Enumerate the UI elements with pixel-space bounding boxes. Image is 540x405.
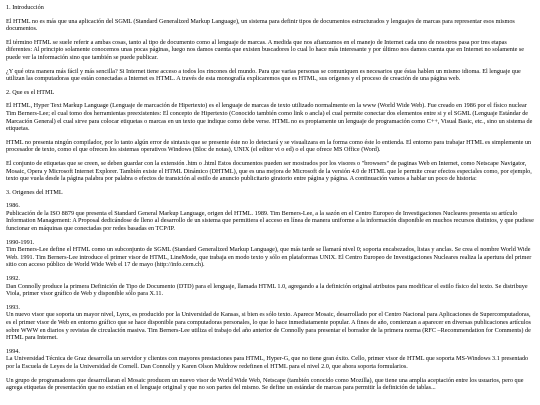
section-heading-introduccion: 1. Introducción [6, 4, 44, 11]
paragraph: El HTML, Hyper Text Markup Language (Lenguaje de marcación de Hipertexto) es el lenguaje de marcas de texto utilizado normalmente en la www (World Wide Web). Fue creado en 1986 por el físico nuclear Tim Berners-Lee; el cual tomo dos herramientas preexistentes: El concepto de Hipertexto (Conocido también como link o ancla) el cual permite conectar dos elementos entre si y el SGML (Lenguaje Estándar de Marcación General) el cual sirve para colocar etiquetas o marcas en un texto que indique como debe verse. HTML no es propiamente un lenguaje de programación como C++, Visual Basic, etc., sino un sistema de etiquetas. [6, 102, 533, 133]
paragraph-netscape: Un grupo de programadores que desarrollaran el Mosaic producen un nuevo visor de World Wide Web, Netscape (también conocido como Mozilla), que tiene una amplia aceptación entre los usuarios, pero que agrega etiquetas de presentación que no existían en el lenguaje original y que no son partes del mismo. Se define un estándar de marcas para permitir la definición de tablas... [6, 376, 524, 392]
paragraph: HTML no presenta ningún compilador, por lo tanto algún error de sintaxis que se presente éste no lo detectará y se visualizara en la forma como éste lo entienda. El entorno para trabajar HTML es simplemente un procesador de texto, como el que ofrecen los sistemas operativos Windows (Bloc de notas), UNIX (el editor vi o ed) o el que ofrece MS Office (Word). [6, 138, 532, 154]
section-heading-origenes: 3. Origenes del HTML [6, 188, 63, 196]
paragraph: El término HTML se suele referir a ambas cosas, tanto al tipo de documento como al lenguaje de marcas. A medida que nos afianzamos en el manejo de Internet cada uno de nosotros pasa por tres etapas diferentes: Al principio solamente conocemos unas pocas páginas, luego nos damos cuenta que existen buscadores lo cual lo hace más interesante y por último nos damos cuenta que en Internet no solamente se puede ver la información sino que también se puede publicar. [6, 38, 525, 61]
paragraph: ¿Y qué otra manera más fácil y más sencilla? Si Internet tiene acceso a todos los rincones del mundo. Para que varias personas se comuniquen es necesarios que éstas hablen un mismo idioma. El lenguaje que utilizan las computadoras que están conectadas a Internet es HTML. A través de esta monografía explicaremos que es HTML, sus orígenes y el proceso de creación de una página web. [6, 67, 521, 83]
paragraph-1986: 1986. Publicación de la ISO 8879 que presenta el Standard General Markup Language, origen del HTML. 1989. Tim Berners-Lee, a la sazón en el Centro Europeo de Investigaciones Nucleares presenta su artículo Information Management: A Proposal dedicándose de lleno al desarrollo de un sistema que permitiera el acceso en línea de manera uniforme a la información disponible en muchos recursos distintos, y que pudiese funcionar en máquinas que conectadas por redes basadas en TCP/IP. [6, 202, 534, 233]
paragraph: El conjunto de etiquetas que se creen, se deben guardar con la extensión .htm o .html Estos documentos pueden ser mostrados por los visores o "browsers" de paginas Web en Internet, como Netscape Navigator, Mosaic, Opera y Microsoft Internet Explorer. También existe el HTML Dinámico (DHTML), que es una mejora de Microsoft de la versión 4.0 de HTML que le permite crear efectos especiales como, por ejemplo, texto que vuela desde la página palabra por palabra o efectos de transición al estilo de anuncio publicitario giratorio entre página y página. A continuación vamos a hablar un poco de historia: [6, 159, 532, 183]
paragraph-1992: 1992. Dan Connolly produce la primera Definición de Tipo de Documento (DTD) para el lenguaje, llamada HTML 1.0, agregando a la definición original atributos para modificar el estilo físico del texto. Se distribuye Viola, primer visor gráfico de Web y disponible sólo para X.11. [6, 275, 528, 298]
paragraph: El HTML no es más que una aplicación del SGML (Standard Generalized Markup Language), un sistema para definir tipos de documentos estructurados y lenguajes de marcas para representar esos mismos documentos. [6, 17, 515, 33]
paragraph-1994: 1994. La Universidad Técnica de Graz desarrolla un servidor y clientes con mayores prestaciones para HTML, Hyper-G, que no tiene gran éxito. Cello, primer visor de HTML que soporta MS-Windows 3.1 presentado por la Escuela de Leyes de la Universidad de Cornell. Dan Connolly y Karen Olson Muldrow redefinen el HTML para el nivel 2.0, que ahora soporta formularios. [6, 347, 529, 370]
section-heading-que-es-html: 2. Que es el HTML [6, 88, 55, 96]
paragraph-1990-1991: 1990-1991. Tim Berners-Lee define el HTML como un subconjunto de SGML (Standard Generalized Markup Language), que más tarde se llamará nivel 0; soporta encabezados, listas y anclas. Se crea el nombre World Wide Web. 1991. Tim Berners-Lee introduce el primer visor de HTML, LineMode, que trabaja en modo texto y sólo en plataformas UNIX. El Centro Europeo de Investigaciones Nucleares realiza la apertura del primer sitio con acceso público de World Wide Web el 17 de mayo (http://info.cern.ch). [6, 238, 532, 269]
paragraph-1993: 1993. Un nuevo visor que soporta un mayor nivel, Lynx, es producido por la Universidad de Kansas, si bien es sólo texto. Aparece Mosaic, desarrollado por el Centro Nacional para Aplicaciones de Supercomputadoras, es el primer visor de Web en entorno gráfico que se hace disponible para computadoras personales, lo que lo hace inmediatamente popular. A fines de año, comienzan a aparecer en diversas publicaciones artículos sobre WWW en diarios y revistas de circulación masiva. Tim Berners-Lee utiliza el trabajo del año anterior de Connolly para presentar el borrador de la primera norma (RFC –Recommendation for Comments) de HTML para Internet. [6, 303, 531, 342]
